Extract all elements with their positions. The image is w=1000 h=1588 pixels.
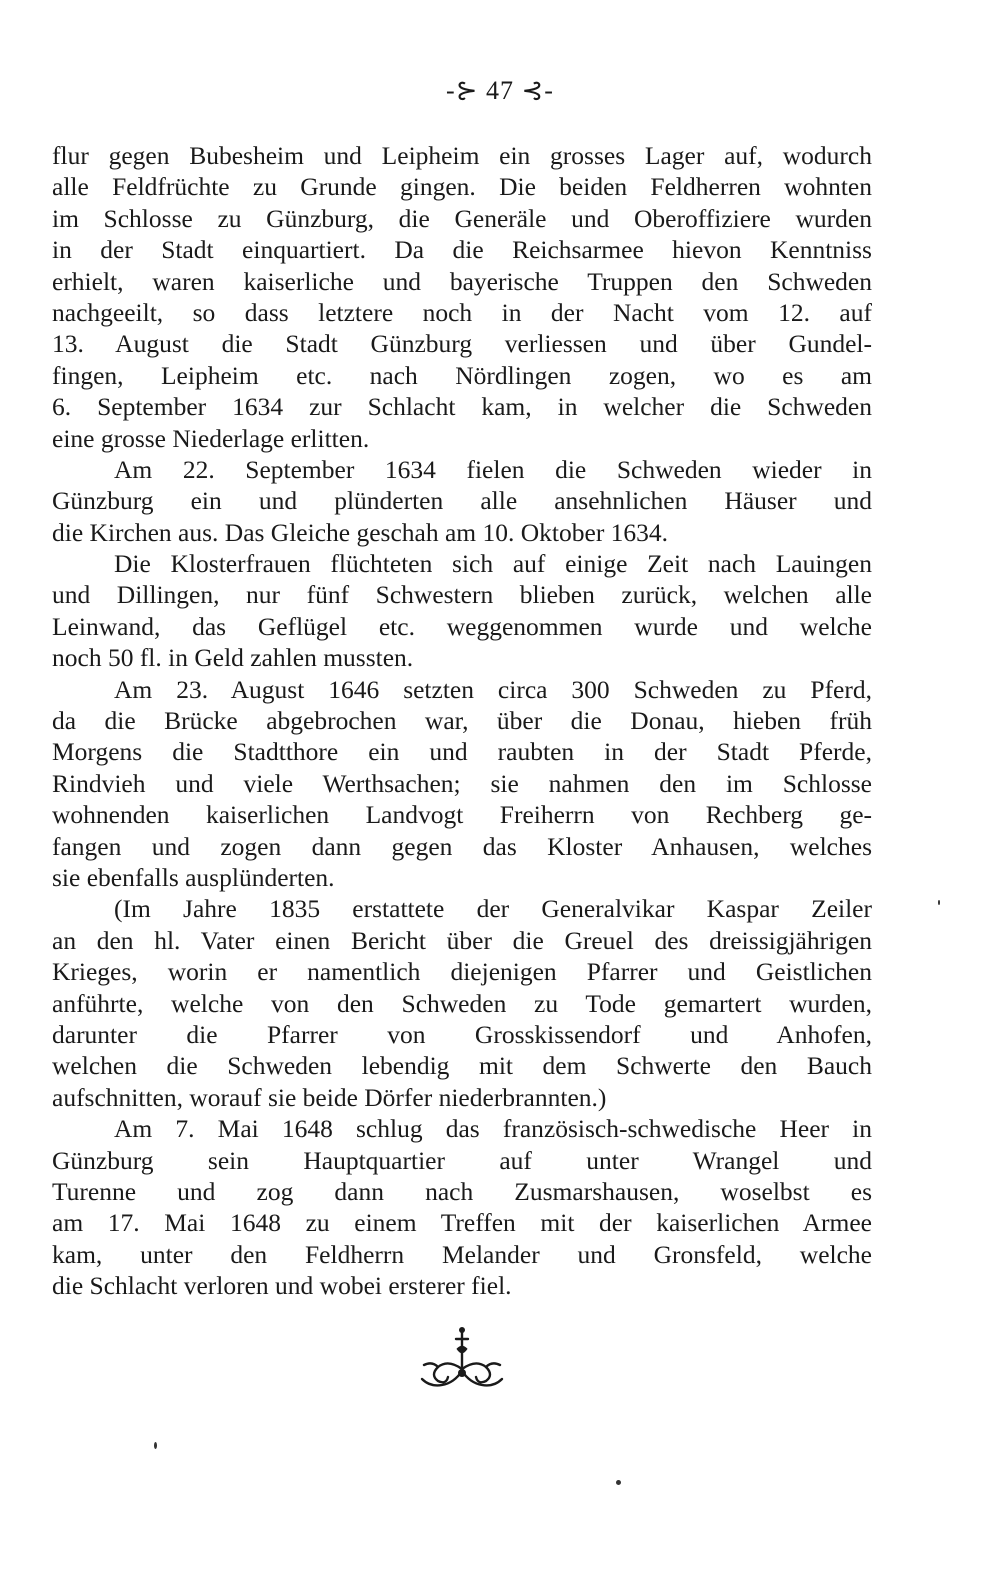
text-line: die Schlacht verloren und wobei ersterer fiel. [52,1271,512,1301]
print-speck [154,1442,157,1449]
text-line: welchen die Schweden lebendig mit dem Schwerte den Bauch [52,1051,872,1081]
paragraph-first-line: Am 22. September 1634 fielen die Schweden wieder in [114,454,872,484]
text-line: wohnenden kaiserlichen Landvogt Freiherrn von Rechberg ge- [52,800,872,830]
text-line: am 17. Mai 1648 zu einem Treffen mit der kaiserlichen Armee [52,1208,872,1238]
text-line: die Kirchen aus. Das Gleiche geschah am 10. Oktober 1634. [52,517,669,547]
text-line: Rindvieh und viele Werthsachen; sie nahmen den im Schlosse [52,768,872,798]
text-line: in der Stadt einquartiert. Da die Reichsarmee hievon Kenntniss [52,235,872,265]
text-line: Günzburg ein und plünderten alle ansehnlichen Häuser und [52,486,872,516]
text-line: flur gegen Bubesheim und Leipheim ein grosses Lager auf, wodurch [52,141,872,170]
paragraph-first-line: Die Klosterfrauen flüchteten sich auf einige Zeit nach Lauingen [114,549,872,579]
text-line: da die Brücke abgebrochen war, über die Donau, hieben früh [52,706,872,736]
text-line: anführte, welche von den Schweden zu Tode gemartert wurden, [52,988,872,1018]
text-line: an den hl. Vater einen Bericht über die Greuel des dreissigjährigen [52,925,872,955]
text-line: und Dillingen, nur fünf Schwestern blieben zurück, welchen alle [52,580,872,610]
text-line: erhielt, waren kaiserliche und bayerische Truppen den Schweden [52,266,872,296]
paragraph-first-line: Am 7. Mai 1648 schlug das französisch-schwedische Heer in [114,1114,872,1144]
text-line: sie ebenfalls ausplünderten. [52,862,335,892]
text-line: darunter die Pfarrer von Grosskissendorf und Anhofen, [52,1019,872,1049]
text-line: 13. August die Stadt Günzburg verliessen und über Gundel- [52,329,872,359]
print-speck [938,900,940,905]
text-line: eine grosse Niederlage erlitten. [52,423,370,453]
paragraph-first-line: Am 23. August 1646 setzten circa 300 Schweden zu Pferd, [114,674,872,704]
text-line: fangen und zogen dann gegen das Kloster Anhausen, welches [52,831,872,861]
text-line: Morgens die Stadtthore ein und raubten in der Stadt Pferde, [52,737,872,767]
text-line: Günzburg sein Hauptquartier auf unter Wrangel und [52,1145,872,1175]
text-line: Krieges, worin er namentlich diejenigen Pfarrer und Geistlichen [52,957,872,987]
text-line: fingen, Leipheim etc. nach Nördlingen zogen, wo es am [52,360,872,390]
text-line: alle Feldfrüchte zu Grunde gingen. Die beiden Feldherren wohnten [52,172,872,202]
body-text [52,140,872,1301]
text-line: 6. September 1634 zur Schlacht kam, in welcher die Schweden [52,392,872,422]
text-line: nachgeeilt, so dass letztere noch in der Nacht vom 12. auf [52,297,872,327]
text-line: im Schlosse zu Günzburg, die Generäle und Oberoffiziere wurden [52,203,872,233]
text-line: Leinwand, das Geflügel etc. weggenommen wurde und welche [52,611,872,641]
paragraph-first-line: (Im Jahre 1835 erstattete der Generalvikar Kaspar Zeiler [114,894,872,924]
print-speck [616,1480,621,1485]
page-number: -⊱ 47 ⊰- [446,76,554,105]
ornament-icon [412,1325,512,1395]
text-line: aufschnitten, worauf sie beide Dörfer niederbrannten.) [52,1082,607,1112]
text-line: noch 50 fl. in Geld zahlen mussten. [52,643,414,673]
text-line: Turenne und zog dann nach Zusmarshausen, woselbst es [52,1176,872,1206]
text-line: kam, unter den Feldherrn Melander und Gronsfeld, welche [52,1239,872,1269]
